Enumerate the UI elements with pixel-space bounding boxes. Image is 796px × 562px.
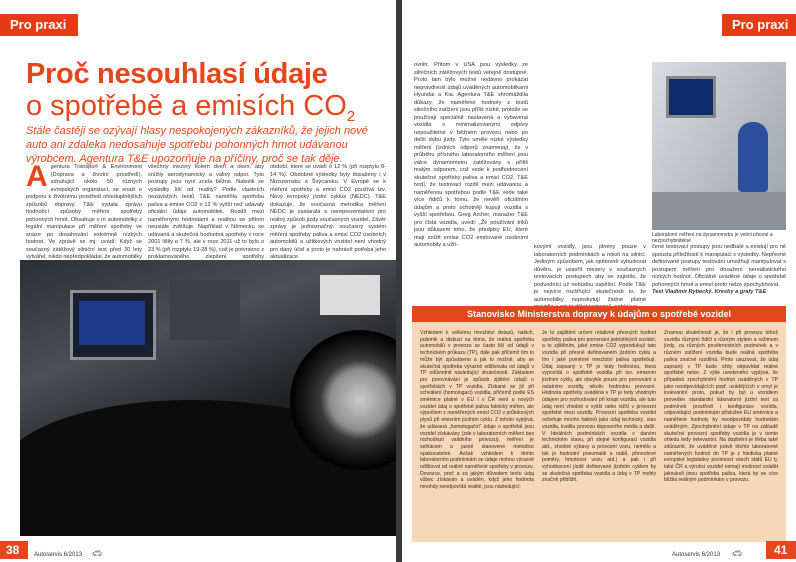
footer-magazine: Autoservis 6/2013 bbox=[34, 552, 83, 558]
footer-magazine: Autoservis 6/2013 bbox=[672, 552, 721, 558]
page-number: 41 bbox=[774, 543, 788, 557]
title-subscript: 2 bbox=[346, 108, 356, 125]
title-line2-text: o spotřebě a emisích CO bbox=[26, 90, 347, 122]
lab-monitor-graphic bbox=[666, 76, 716, 118]
article-column-6 bbox=[652, 244, 786, 297]
article-title-line2 bbox=[26, 90, 355, 125]
section-tag: Pro praxi bbox=[0, 14, 78, 36]
column-1-text: gentura Transport & Environment (Doprava a životní prostředí), sdružující okolo 50 různých evropských organizací, se snaží o podporu k životnímu prostředí ohleduplnějších způsobů dopravy. T&E vydala zprávu hodnotící způsoby měření spotřeby pohonných hmot. Obsahuje v ní automobilky z legální manipulace při měření spotřeby ve snaze po dosahování extrémně nízkých hodnot. Ve zprávě se mj. uvádí: Když se současný zátěžový silniční test před 30 lety vytvářel, nikdo nepředpokládal, že automobilky bbox=[26, 164, 142, 260]
page-number: 38 bbox=[6, 543, 20, 557]
car-icon: 🚗︎ bbox=[92, 549, 103, 558]
article-column-5: kovými vozidly, jsou plnény pouze v laboratorních podmínkách a nikoli na silnici. Jediným způsobem, jak opětovně vybudovat důvěru, je uzavřít mezery v současných testovacích postupech aby se zajistilo, že podvodníci už nebudou úspěšní. Podle T&E je nejvíce rozšířující skutečnosti to, že automobilky neposkytují žádné platné bbox=[534, 244, 646, 303]
box-column-1: Vzhledem k velkému množství dotazů, našich, polemik a diskusí na téma, že reálná spotřeba automobilů v provozu se často liší od údajů v technickém průkazu (TP), dále pak přičemž tím to může být způsobeno a jak to možné, aby se skutečná spotřeba výrazně odlišovala od údajů v TP odůvodnit následující skutečnosti. Základem pro porovnávání je způsob zjištění údajů o spotřebách v TP vozidla. Získané se již při schválení (homologaci) vozidla, přičemž podle ES směrnice platné v EU i v ČR není u nových vozidel údaj o spotřebě paliva faktický měřen, ale výpočtem z naměřených emisí CO2 v průtokových plynů při emisním jízdním cyklu. Z tohoto vyplývá, že udávaná „homologační“ údaje o spotřebě jsou vozidel získávány (zde v laboratorních měření bez rozhodnutí validního provozu), měření je selhácem a jasně stanovené metodice opakovatelné. Avšak vzhledem k těmto laboratorním podmínkám se údaje mohou výrazně odlišovat od reálně naměřené spotřeby v provozu. Dovozce, proč a za jakým důvodem tento údaj vůbec získáván a uváděn, když jeho hodnota mnohdy neodpovídá realitě, jsou následující: bbox=[420, 330, 534, 491]
article-lead: Stále častěji se ozývají hlasy nespokojených zákazníků, že jejich nové auto ani zdaleka nedosahuje spotřebu pohonných hmot udávanou výrobcem. Agentura T&E upozorňuje na příčiny, proč se tak děje. bbox=[26, 125, 368, 165]
footer-page-tab bbox=[0, 541, 28, 559]
monitor-graph bbox=[79, 301, 145, 345]
monitor-graphic bbox=[70, 290, 156, 360]
article-column-3: období, které se uvádí o 12 % (při rozptylu 8-14 %). Obdobné výsledky byly dosaženy i v Nizozemsku a Švýcarsku. V Evropě se k měření spotřeby a emisí CO2 používá tzv. Nový evropský jízdní cyklus (NEDC). T&E dokazuje, že současná metodika měření NEDC je zastaralá a nereprezentativní pro reálný způsob jízdy současných vozidel. Závěr zprávy je jednoznačný: současný systém měření spotřeby paliva a emisí CO2 osobních automobilů a užitkových vozidel není vhodný pro daný účel a proto je nahrávě potřeba jeho aktualizace. bbox=[270, 164, 386, 260]
left-page bbox=[0, 0, 396, 562]
footer-page-tab bbox=[766, 541, 796, 559]
car-icon: 🚗︎ bbox=[732, 549, 743, 558]
lab-photo bbox=[652, 62, 786, 230]
drop-cap: A bbox=[26, 160, 48, 193]
column-6-text: čené testovací postupy jsou nedbalé a existují pro ně spousta příležitostí k manipulaci s výsledky. Nepřesné definované postupy testování umožňují manipulovat s postupem měření pro dosažení nereálistického nízkých hodnot. Oficiálně uváděné údaje o spotřebě pohonných hmot a emisí proto nelze zpochybňovat. bbox=[652, 244, 786, 288]
equipment-graphic bbox=[170, 280, 240, 340]
ministry-statement-box bbox=[412, 306, 786, 542]
right-page bbox=[402, 0, 796, 562]
dyno-test-photo bbox=[20, 260, 396, 536]
article-column-2: všechny mezery kolem dveří a oken, aby snížily aerodynamický a valivý odpor. Tyto postupy jsou nyní zcela běžné. Nakolik se výsledky liší od reality? Podle vlastních nezávislých testů T&E naměřila spotřebu paliva a emise CO2 o 12 % vyšší než udávaly oficiální údaje automobilek. Rozdíl mezi naměřenými hodnotami a realitou se přitom neustále zvětšuje. Například v Německu se udávaná a skutečná hodnotná spotřeby v roce 2001 lišily o 7 %, ale v roce 2011 už to bylo o 23 % (při rozptylu 19-28 %), což je potvrzeno z proklamovaného zlepšení spotřeby bbox=[148, 164, 264, 260]
photo-caption: Laboratorní měření na dynamometru je velmi přesné a nezpochybnitelné bbox=[652, 232, 773, 244]
article-credit: Text Vladimír Rybecký, Kresby a grafy T&E bbox=[652, 289, 767, 295]
article-column-4 bbox=[414, 62, 528, 250]
lab-window-graphic bbox=[320, 275, 380, 315]
lab-floor-graphic bbox=[652, 192, 786, 230]
technician-graphic bbox=[738, 122, 768, 192]
box-title: Stanovisko Ministerstva dopravy k údajům o spotřebě vozidel bbox=[412, 306, 786, 322]
section-tag: Pro praxi bbox=[722, 14, 796, 36]
column-4-text: ovoltr. Přitom v USA jsou výsledky ze silničních zátěžových testů veřejně dostupné. Proto tam bylo možné nedávno prokázat nepravdivost údajů uváděných automobilkami Hyundai a Kia. Agentura T&E shromáždila důkazy, že naměřené hodnoty z testů silničního zatížení jsou příliš nízké, protože se používají speciálně nastavená a vybavená vozidla s minimalizovanými odpory nepoužitelné v běžném provozu nebo po delší dobu jízdy. Tyto uměle nízké výsledky měření jízdních odporů znamenají, že v průběhu přísného laboratorního měření jsou válce dynamometru zatěžovány s příliš malým odporem, což vede k podhodnocení skutečné spotřeby paliva a emisí CO2. T&E tvrdí, že testovací rozdíl mezi udávanou a naměřenou spotřebou podle T&E vede také více řidičů k tomu, že nevěří oficiálním údajům a proto ochotněji kupují vozidla s vyšší spotřebou. Greg Archer, manažer T&E pro čistá vozidla, uvedl: „Že používání triků jsou důkazem toho, že předpisy EU, které mají snížit emise CO2 emitované osobními automobily a užit- bbox=[414, 62, 528, 248]
article-title-line1: Proč nesouhlasí údaje bbox=[26, 58, 328, 90]
box-column-3: Znamou skutečností je, že i při provozu téhož vozidla různými řidiči s různým stylem a režimem jízdy, za různých povětrnostních podmínek a v různém zatížení vozidla bude reálná spotřeba paliva značné rozdílná. Proto usuzovat, že údaj zapsaný v TP bude vždy odpovídat reálné spotřebě nelze. Z výše uvedeného vyplývá, že případná zpochybnění hodnot uváděných v TP jako neodpovídajících popř. uvádějících v omyl je irelevantní proto, pokud by byl u vozidlem proveden standardní laboratorní jízdní test za podmínek prostředí i konfigurace vozidla, odpovídající podmínkám příslušné EU směrnice a naměřené hodnoty by neodpovídaly hodnotám uváděným. Zpochybnění údaje v TP na základě skutečné provozní spotřeby vozidla je v tomto ohledu tedy irelevantní. Na doplnění je třeba také zdůraznit, že uváděné právě těchto laboratorně naměřených hodnot do TP je z hlediska platné evropské legislativy povinnost všech států EU tj. také ČR a výrobci vozidel nemají možnost uvádět jakoukoli jinou spotřebu paliva, která by se více blížila reálným podmínkám v provozu. bbox=[664, 330, 778, 484]
box-column-2: Je to zajištění určení relativně přesných hodnot spotřeby paliva pro porovnání jednotlivých vozidel, a to zjištěním, jaké emise CO2 vyprodukují tato vozidla při přesně definovaném jízdním cyklu a tím i jaké poměrné množství paliva spotřebují. Údaj zapsaný v TP je tedy hodnotou, která vypovídá o spotřebě vozidla při tzv. emisním jízdním cyklu, ale obvykle pouze pro porovnání s ostatními vozidly, nikoliv hodnotou provozní. Hodnota spotřeby uváděná v TP je tedy vhodným údajem pro rozhodování při koupi vozidla, ale tuto údaj není vhodné o vyšší nebo nižší v provozní spotřebě mezi vozidly. Provozní spotřeba vozidel ovlivňuje mnoho faktorů jako údaj technický, stav vozidla, kvalitu provozu dopravního média a další. V Ideálních podmínkách vozidla v daném technickém stavu, při stejné konfiguraci vozidla atd., shodné výbavy a provozní vozu, nemělo a tak je hodnotní pneumatik a rádiů, převodové poměry, hmotnost vozu atd.) a pak i při vyhodnocení jízdě definované jízdním cyklem by se skutečná spotřeba vozidla a údaj v TP mohly značně přiblížit. bbox=[542, 330, 656, 484]
